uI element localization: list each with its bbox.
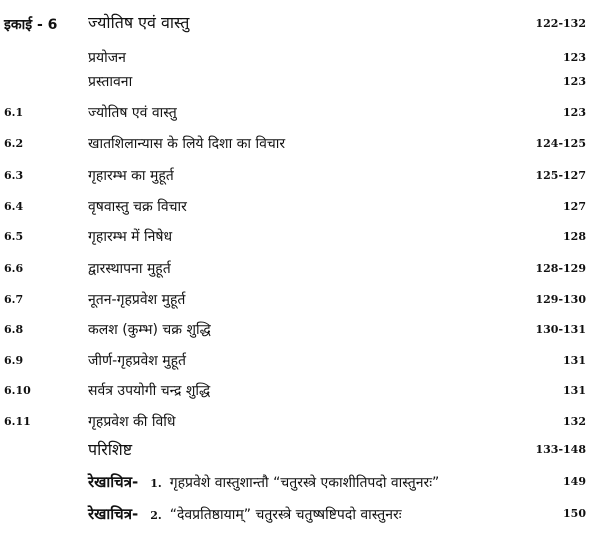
toc-entry-page: 129-130 <box>535 293 586 306</box>
section-number: 6.9 <box>4 354 24 367</box>
section-number: 6.4 <box>4 200 24 213</box>
toc-entry-title: गृहप्रवेश की विधि <box>88 414 176 430</box>
toc-row-appendix[interactable] <box>0 440 600 462</box>
toc-entry-page: 123 <box>563 75 586 88</box>
diagram-title: “देवप्रतिष्ठायाम्” चतुरस्त्रे चतुष्षष्टिपदो वास्तुनरः <box>169 507 402 523</box>
toc-entry-title: सर्वत्र उपयोगी चन्द्र शुद्धि <box>88 383 211 399</box>
toc-entry-page: 128-129 <box>535 262 586 275</box>
toc-row-6-8[interactable] <box>0 320 600 342</box>
toc-row-6-11[interactable] <box>0 412 600 434</box>
diagram-entry <box>88 504 402 526</box>
unit-header-row <box>0 14 600 36</box>
diagram-number: 2. <box>150 509 162 522</box>
toc-entry-page: 131 <box>563 384 586 397</box>
toc-entry-title: कलश (कुम्भ) चक्र शुद्धि <box>88 322 211 338</box>
toc-entry-page: 131 <box>563 354 586 367</box>
diagram-title: गृहप्रवेशे वास्तुशान्तौ “चतुरस्त्रे एकाशीतिपदो वास्तुनरः” <box>169 475 440 491</box>
toc-entry-title: नूतन-गृहप्रवेश मुहूर्त <box>88 292 186 308</box>
section-number: 6.10 <box>4 384 31 397</box>
toc-row-6-2[interactable] <box>0 134 600 156</box>
diagram-number: 1. <box>150 477 162 490</box>
diagram-page: 149 <box>563 475 586 488</box>
section-number: 6.8 <box>4 323 24 336</box>
appendix-title: परिशिष्ट <box>88 440 133 459</box>
toc-row-intro-1[interactable] <box>0 48 600 70</box>
toc-entry-title: गृहारम्भ में निषेध <box>88 229 173 245</box>
toc-row-6-1[interactable] <box>0 103 600 125</box>
toc-entry-title: प्रस्तावना <box>88 74 133 90</box>
toc-entry-title: जीर्ण-गृहप्रवेश मुहूर्त <box>88 353 187 369</box>
toc-row-6-9[interactable] <box>0 351 600 373</box>
section-number: 6.2 <box>4 137 24 150</box>
toc-entry-page: 132 <box>563 415 586 428</box>
unit-pages: 122-132 <box>535 17 586 30</box>
appendix-pages: 133-148 <box>535 443 586 456</box>
diagram-label: रेखाचित्र- <box>88 505 139 523</box>
toc-entry-title: प्रयोजन <box>88 50 126 66</box>
toc-row-diagram-1[interactable] <box>0 472 600 494</box>
toc-entry-page: 130-131 <box>535 323 586 336</box>
toc-entry-page: 125-127 <box>535 169 586 182</box>
toc-entry-page: 123 <box>563 51 586 64</box>
toc-entry-page: 124-125 <box>535 137 586 150</box>
toc-entry-title: वृषवास्तु चक्र विचार <box>88 199 187 215</box>
section-number: 6.1 <box>4 106 24 119</box>
section-number: 6.5 <box>4 230 24 243</box>
toc-row-6-6[interactable] <box>0 259 600 281</box>
diagram-label: रेखाचित्र- <box>88 473 139 491</box>
unit-title: ज्योतिष एवं वास्तु <box>88 13 190 32</box>
toc-row-intro-2[interactable] <box>0 72 600 94</box>
section-number: 6.3 <box>4 169 24 182</box>
unit-label: इकाई - 6 <box>4 17 58 33</box>
toc-row-6-3[interactable] <box>0 166 600 188</box>
toc-row-diagram-2[interactable] <box>0 504 600 526</box>
toc-entry-page: 127 <box>563 200 586 213</box>
toc-row-6-7[interactable] <box>0 290 600 312</box>
section-number: 6.6 <box>4 262 24 275</box>
diagram-page: 150 <box>563 507 586 520</box>
toc-row-6-4[interactable] <box>0 197 600 219</box>
toc-entry-page: 123 <box>563 106 586 119</box>
section-number: 6.11 <box>4 415 31 428</box>
toc-entry-title: खातशिलान्यास के लिये दिशा का विचार <box>88 136 286 152</box>
toc-entry-title: गृहारम्भ का मुहूर्त <box>88 168 174 184</box>
diagram-entry <box>88 472 439 494</box>
toc-row-6-10[interactable] <box>0 381 600 403</box>
toc-entry-title: द्वारस्थापना मुहूर्त <box>88 261 171 277</box>
toc-row-6-5[interactable] <box>0 227 600 249</box>
toc-entry-title: ज्योतिष एवं वास्तु <box>88 105 177 121</box>
section-number: 6.7 <box>4 293 24 306</box>
toc-entry-page: 128 <box>563 230 586 243</box>
